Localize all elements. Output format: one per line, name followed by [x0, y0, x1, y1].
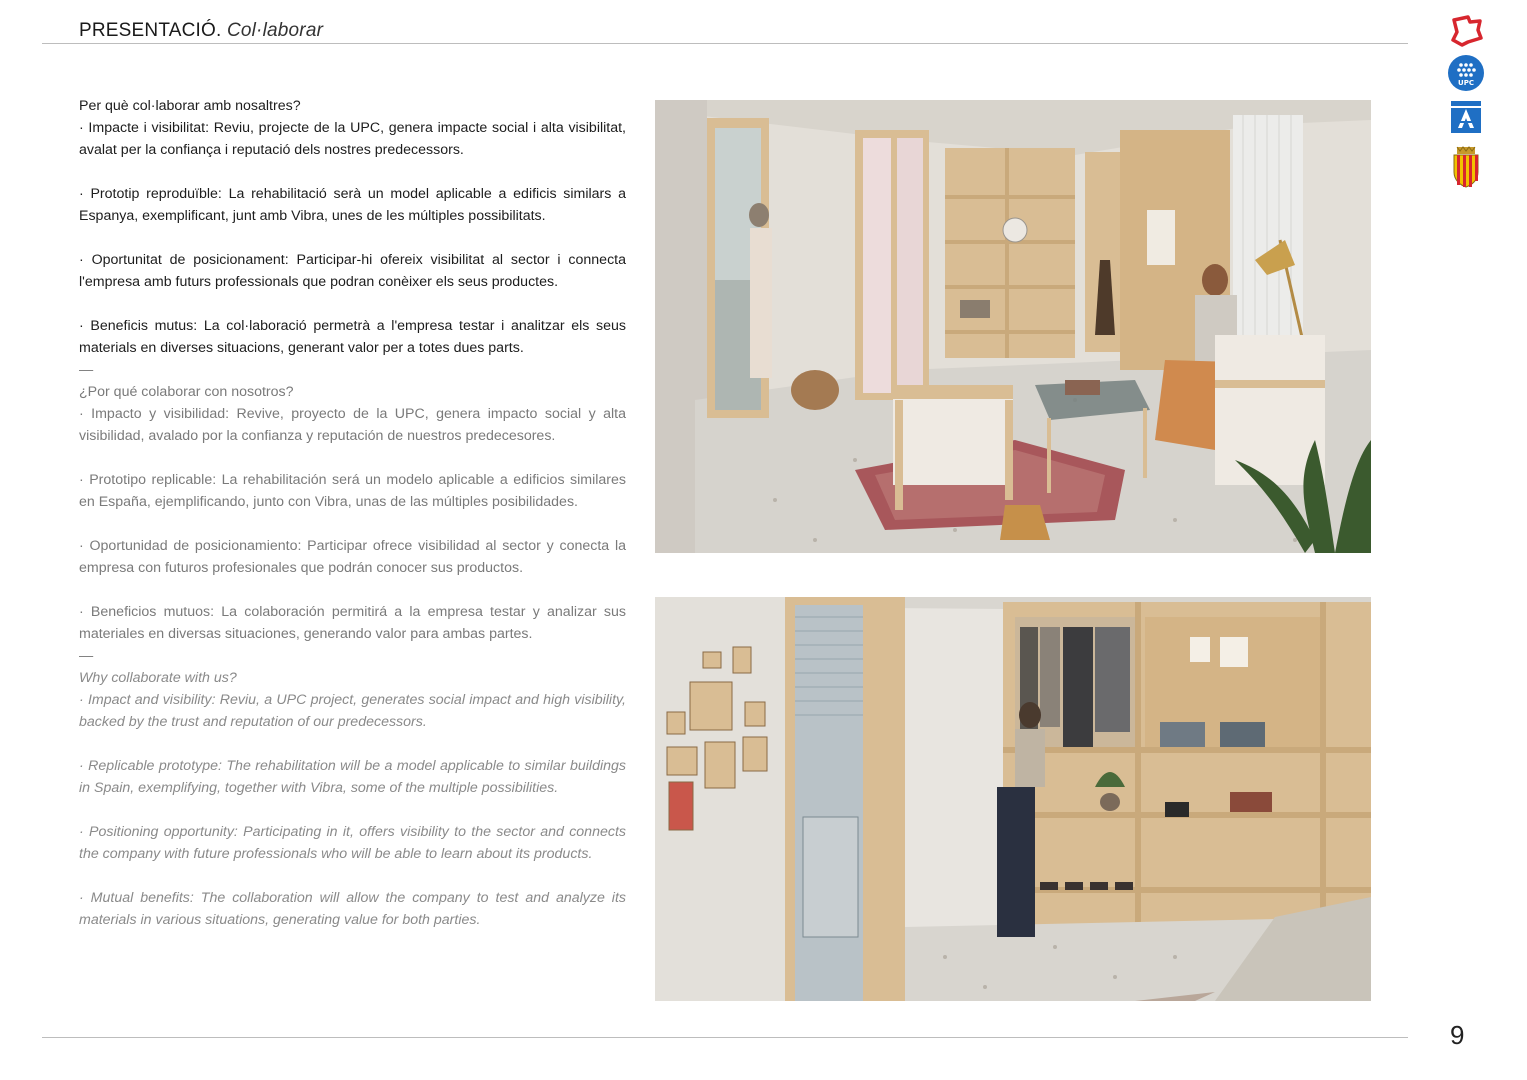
- spanish-p4: · Beneficios mutuos: La colaboración permitirá a la empresa testar y analizar sus materiales en diversas situaciones, generando valor para ambas partes.: [79, 604, 626, 642]
- spanish-p2: · Prototipo replicable: La rehabilitación será un modelo aplicable a edificios similares en España, ejemplificando, junto con Vibra, unas de las múltiples posibilidades.: [79, 472, 626, 510]
- separator-2: —: [79, 648, 94, 664]
- upc-logo-text: UPC: [1458, 79, 1474, 87]
- blue-school-logo-icon: [1440, 100, 1492, 134]
- english-section: [79, 667, 626, 931]
- english-p1: · Impact and visibility: Reviu, a UPC project, generates social impact and high visibility, backed by the trust and reputation of our predecessors.: [79, 692, 626, 730]
- catalan-p4: · Beneficis mutus: La col·laboració permetrà a l'empresa testar i analitzar els seus materials en diverses situacions, generant valor per a totes dues parts.: [79, 318, 626, 356]
- title-main: PRESENTACIÓ.: [79, 20, 222, 41]
- english-p3: · Positioning opportunity: Participating in it, offers visibility to the sector and connects the company with future professionals who will be able to learn about its products.: [79, 824, 626, 862]
- header-divider: [42, 43, 1408, 44]
- english-p2: · Replicable prototype: The rehabilitation will be a model applicable to similar buildings in Spain, exemplifying, together with Vibra, some of the multiple possibilities.: [79, 758, 626, 796]
- footer-divider: [42, 1037, 1408, 1038]
- catalan-question: Per què col·laborar amb nosaltres?: [79, 98, 301, 114]
- municipal-shield-icon: [1440, 146, 1492, 188]
- spanish-p3: · Oportunidad de posicionamiento: Participar ofrece visibilidad al sector y conecta la empresa con futuros profesionales que podrán conocer sus productos.: [79, 538, 626, 576]
- living-room-render: [655, 100, 1371, 553]
- text-column: [79, 95, 626, 931]
- spanish-section: [79, 381, 626, 645]
- english-question: Why collaborate with us?: [79, 670, 237, 686]
- catalan-p2: · Prototip reproduïble: La rehabilitació serà un model aplicable a edificis similars a Espanya, exemplificant, junt amb Vibra, unes de les múltiples possibilitats.: [79, 186, 626, 224]
- title-sub: Col·laborar: [226, 20, 324, 41]
- bedroom-render: [655, 597, 1371, 1001]
- catalan-p3: · Oportunitat de posicionament: Participar-hi ofereix visibilitat al sector i connecta l'empresa amb futurs professionals que podran conèixer els seus productes.: [79, 252, 626, 290]
- spanish-question: ¿Por qué colaborar con nosotros?: [79, 384, 294, 400]
- page-number: 9: [1450, 1020, 1465, 1050]
- red-outline-logo-icon: [1440, 14, 1492, 48]
- upc-logo-icon: [1440, 54, 1492, 92]
- spanish-p1: · Impacto y visibilidad: Revive, proyecto de la UPC, genera impacto social y alta visibilidad, avalado por la confianza y reputación de nuestros predecesores.: [79, 406, 626, 444]
- catalan-section: [79, 95, 626, 359]
- separator-1: —: [79, 362, 94, 378]
- catalan-p1: · Impacte i visibilitat: Reviu, projecte de la UPC, genera impacte social i alta visibilitat, avalat per la confiança i reputació dels nostres predecessors.: [79, 120, 626, 158]
- english-p4: · Mutual benefits: The collaboration will allow the company to test and analyze its materials in various situations, generating value for both parties.: [79, 890, 626, 928]
- page-title: [79, 20, 323, 42]
